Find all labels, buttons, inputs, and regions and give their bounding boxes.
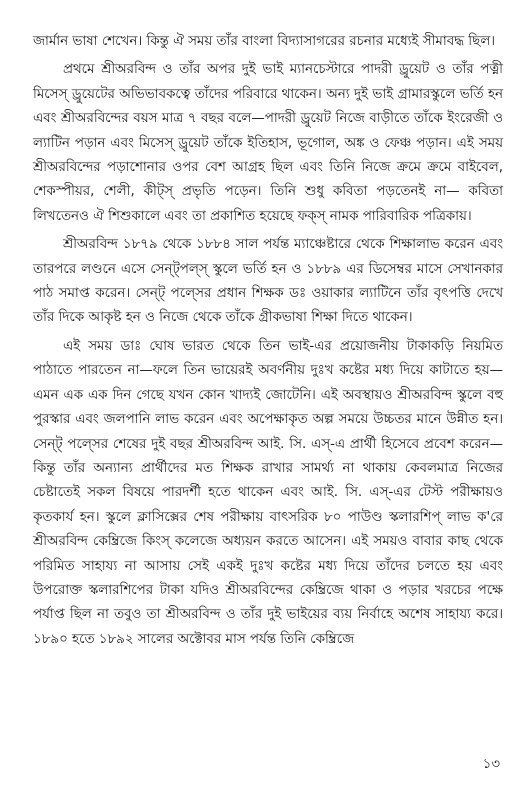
paragraph-manchester-guardians: প্রথমে শ্রীঅরবিন্দ ও তাঁর অপর দুই ভাই ম্যানচেস্টারে পাদরী ড্রুয়েট ও তাঁর পত্নী মিসেস্ ড্রুয়েটের অভিভাবকত্বে তাঁদের পরিবারে থাকেন। অন্য দুই ভাই গ্রামারস্কুলে ভর্তি হন এবং শ্রীঅরবিন্দের বয়স মাত্র ৭ বছর বলে—পাদরী ড্রুয়েট নিজে বাড়ীতে তাঁকে ইংরেজী ও ল্যাটিন পড়ান এবং মিসেস্ ড্রুয়েট তাঁকে ইতিহাস, ভূগোল, অঙ্ক ও ফেঞ্চ পড়ান। এই সময় শ্রীঅরবিন্দের পড়াশোনার ওপর বেশ আগ্রহ ছিল এবং তিনি নিজে ক্রমে ক্রমে বাইবেল, শেকস্পীয়র, শেলী, কীট্স্ প্রভৃতি পড়েন। তিনি শুধু কবিতা পড়তেনই না— কবিতা লিখতেনও ঐ শিশুকালে এবং তা প্রকাশিত হয়েছে ফক্স্ নামক পারিবারিক পত্রিকায়। — [33, 62, 503, 224]
paragraph-continuation: জার্মান ভাষা শেখেন। কিন্তু ঐ সময় তাঁর বাংলা বিদ্যাসাগরের রচনার মধ্যেই সীমাবদ্ধ ছিল। — [33, 34, 495, 49]
page-body-text — [33, 30, 503, 656]
page-number: ১৩ — [482, 757, 500, 772]
paragraph-st-pauls-school: শ্রীঅরবিন্দ ১৮৭৯ থেকে ১৮৮৪ সাল পর্যন্ত ম্যাঞ্চেষ্টারে থেকে শিক্ষালাভ করেন এবং তারপরে লণ্ডনে এসে সেন্ট্পল্স্ স্কুলে ভর্তি হন ও ১৮৮৯ এর ডিসেম্বর মাসে সেখানকার পাঠ সমাপ্ত করেন। সেন্ট্ পল্সের প্রধান শিক্ষক ডঃ ওয়াকার ল্যাটিনে তাঁর বৃৎপত্তি দেখে তাঁর দিকে আকৃষ্ট হন ও নিজে থেকে তাঁকে গ্রীকভাষা শিক্ষা দিতে থাকেন। — [33, 237, 503, 326]
paragraph-hardship-cambridge: এই সময় ডাঃ ঘোষ ভারত থেকে তিন ভাই-এর প্রয়োজনীয় টাকাকড়ি নিয়মিত পাঠাতে পারতেন না—ফলে তিন ভায়েরই অবর্ণনীয় দুঃখ কষ্টের মধ্য দিয়ে কাটাতে হয়—এমন এক এক দিন গেছে যখন কোন খাদ্যই জোটেনি। এই অবস্থায়ও শ্রীঅরবিন্দ স্কুলে বহু পুরস্কার এবং জলপানি লাভ করেন এবং অপেক্ষাকৃত অল্প সময়ে উচ্চতর মানে উন্নীত হন। সেন্ট্ পল্সের শেষের দুই বছর শ্রীঅরবিন্দ আই. সি. এস্-এ প্রার্থী হিসেবে প্রবেশ করেন—কিন্তু তাঁর অন্যান্য প্রার্থীদের মত শিক্ষক রাখার সামর্থ্য না থাকায় কেবলমাত্র নিজের চেষ্টাতেই সকল বিষয়ে পারদর্শী হতে থাকেন এবং আই. সি. এস্-এর টেস্ট পরীক্ষায়ও কৃতকার্য হন। স্কুলে ক্লাসিক্সের শেষ পরীক্ষায় বাৎসরিক ৮০ পাউণ্ড স্কলারশিপ্ লাভ ক'রে শ্রীঅরবিন্দ কেম্ব্রিজে কিংস্ কলেজে অধ্যয়ন করতে আসেন। এই সময়ও বাবার কাছ থেকে পরিমিত সাহায্য না আসায় সেই একই দুঃখ কষ্টের মধ্য দিয়ে তাঁদের চলতে হয় এবং উপরোক্ত স্কলারশিপের টাকা যদিও শ্রীঅরবিন্দের কেম্ব্রিজে থাকা ও পড়ার খরচের পক্ষে পর্যাপ্ত ছিল না তবুও তা শ্রীঅরবিন্দ ও তাঁর দুই ভাইয়ের ব্যয় নির্বাহে অশেষ সাহায্য করে। ১৮৯০ হতে ১৮৯২ সালের অক্টোবর মাস পর্যন্ত তিনি কেম্ব্রিজে — [33, 338, 503, 647]
